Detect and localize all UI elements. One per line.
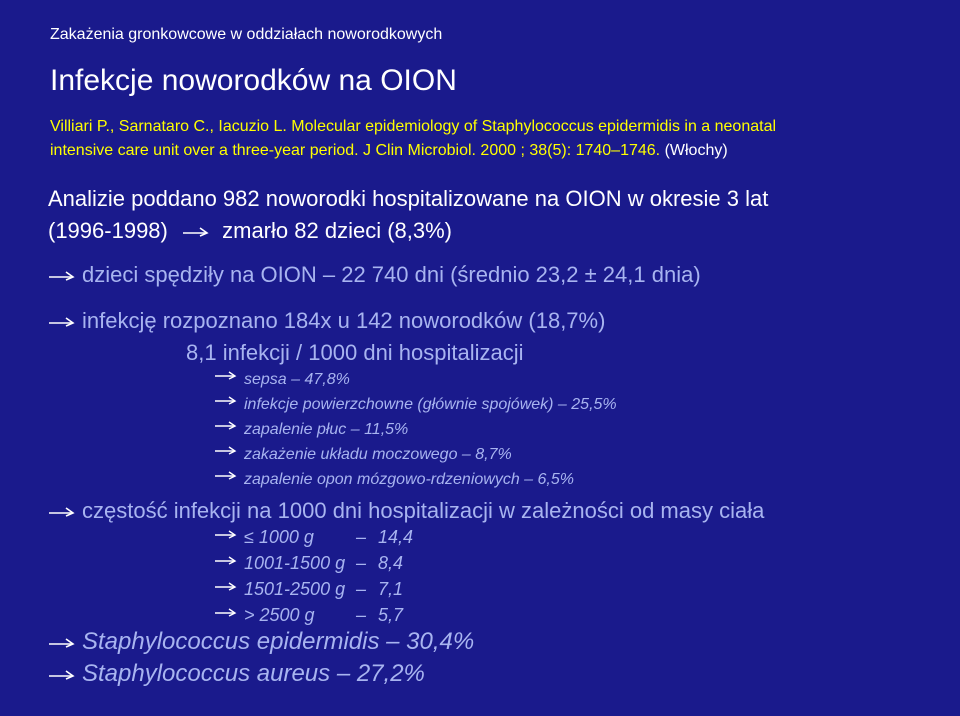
pathogen-aureus-line (48, 660, 425, 688)
infection-main-text: infekcję rozpoznano 184x u 142 noworodków (18,7%) (82, 308, 606, 333)
stay-text: dzieci spędziły na OION – 22 740 dni (średnio 23,2 ± 24,1 dnia) (82, 262, 701, 287)
frequency-row: ≤ 1000 g – 14,4 (214, 527, 413, 553)
intro-deaths: zmarło 82 dzieci (8,3%) (222, 218, 452, 243)
infection-type-item: sepsa – 47,8% (214, 370, 617, 395)
arrow-icon (214, 527, 238, 541)
frequency-table (214, 527, 413, 631)
frequency-row: 1501-2500 g – 7,1 (214, 579, 413, 605)
arrow-icon (48, 313, 76, 327)
arrow-icon (48, 267, 76, 281)
arrow-icon (214, 579, 238, 593)
intro-line-2 (48, 218, 452, 244)
infection-type-item: infekcje powierzchowne (głównie spojówek) – 25,5% (214, 395, 617, 420)
infection-type-item: zapalenie opon mózgowo-rdzeniowych – 6,5% (214, 470, 617, 495)
pathogen-epidermidis: Staphylococcus epidermidis – 30,4% (82, 628, 475, 655)
infection-main-line (48, 308, 605, 334)
frequency-mass: 1001-1500 g (244, 553, 346, 573)
reference-line-1: Villiari P., Sarnataro C., Iacuzio L. Molecular epidemiology of Staphylococcus epidermidis in a neonatal (50, 118, 777, 135)
pathogen-aureus: Staphylococcus aureus – 27,2% (82, 660, 425, 687)
arrow-icon (48, 666, 76, 680)
arrow-icon (214, 368, 238, 382)
arrow-icon (214, 443, 238, 457)
infection-type-item: zakażenie układu moczowego – 8,7% (214, 445, 617, 470)
frequency-mass: > 2500 g (244, 605, 315, 625)
frequency-heading-line (48, 498, 764, 524)
frequency-value: 5,7 (378, 605, 404, 625)
frequency-value: 8,4 (378, 553, 404, 573)
infection-rate: 8,1 infekcji / 1000 dni hospitalizacji (186, 340, 524, 365)
reference-country: (Włochy) (660, 142, 728, 159)
intro-line-1: Analizie poddano 982 noworodki hospitalizowane na OION w okresie 3 lat (48, 186, 769, 211)
frequency-row: 1001-1500 g – 8,4 (214, 553, 413, 579)
reference-citation: intensive care unit over a three-year period. J Clin Microbiol. 2000 ; 38(5): 1740–1746. (50, 142, 661, 159)
frequency-heading: częstość infekcji na 1000 dni hospitalizacji w zależności od masy ciała (82, 498, 765, 523)
arrow-icon (214, 605, 238, 619)
frequency-mass: 1501-2500 g (244, 579, 346, 599)
infection-type-item: zapalenie płuc – 11,5% (214, 420, 617, 445)
arrow-icon (214, 393, 238, 407)
arrow-icon (182, 223, 210, 237)
slide-title: Infekcje noworodków na OION (50, 64, 457, 97)
frequency-mass: ≤ 1000 g (244, 527, 314, 547)
frequency-value: 14,4 (378, 527, 414, 547)
arrow-icon (214, 468, 238, 482)
arrow-icon (214, 418, 238, 432)
frequency-row: > 2500 g – 5,7 (214, 605, 413, 631)
arrow-icon (214, 553, 238, 567)
arrow-icon (48, 634, 76, 648)
arrow-icon (48, 503, 76, 517)
slide-header: Zakażenia gronkowcowe w oddziałach noworodkowych (50, 26, 443, 43)
intro-period: (1996-1998) (48, 218, 168, 243)
pathogen-epidermidis-line (48, 628, 474, 656)
infection-type-list (214, 370, 617, 495)
reference-line-2 (50, 142, 728, 160)
frequency-value: 7,1 (378, 579, 404, 599)
stay-line (48, 262, 701, 288)
